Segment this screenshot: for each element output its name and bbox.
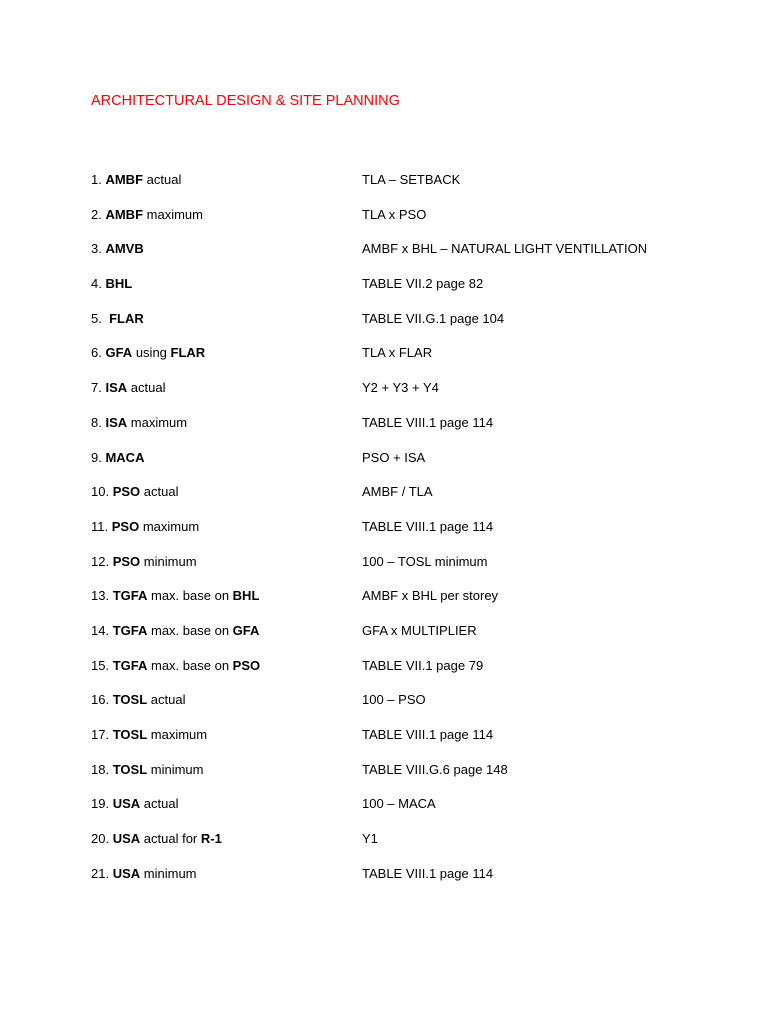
- term-code: AMVB: [105, 241, 144, 257]
- term-qualifier: maximum: [142, 518, 200, 534]
- term-qualifier: actual for: [143, 831, 198, 847]
- definition: 100 – PSO: [362, 692, 426, 708]
- definition: TABLE VIII.1 page 114: [362, 414, 494, 430]
- term-qualifier: maximum: [150, 727, 208, 742]
- definition: AMBF / TLA: [362, 484, 433, 500]
- term-code: BHL: [105, 276, 133, 292]
- item-number: 1.: [91, 172, 102, 187]
- item-number: 9.: [91, 449, 102, 465]
- definition: TLA – SETBACK: [362, 172, 461, 187]
- term-code: FLAR: [109, 310, 144, 326]
- term-qualifier: actual: [146, 172, 182, 187]
- term-qualifier: max. base on: [151, 588, 230, 604]
- list-item: [91, 275, 731, 310]
- item-number: 2.: [91, 206, 102, 222]
- term-code-secondary: PSO: [232, 657, 261, 673]
- term-code: USA: [112, 796, 141, 812]
- item-number: 16.: [91, 692, 110, 708]
- term-qualifier: maximum: [146, 206, 203, 222]
- term: [91, 240, 144, 257]
- definition: TABLE VII.2 page 82: [362, 276, 484, 292]
- term: [91, 622, 259, 639]
- term-qualifier: max. base on: [151, 657, 230, 673]
- list-item: [91, 171, 731, 206]
- term: [91, 414, 187, 431]
- term-code: ISA: [105, 414, 128, 430]
- term: [91, 726, 207, 743]
- definition: TLA x FLAR: [362, 345, 433, 361]
- item-number: 20.: [91, 831, 110, 847]
- item-number: 18.: [91, 761, 110, 777]
- term-code: TOSL: [112, 692, 148, 708]
- item-number: 14.: [91, 622, 110, 638]
- term: [91, 379, 165, 396]
- definition: TABLE VIII.1 page 114: [362, 727, 494, 742]
- list-item: [91, 553, 731, 588]
- definition: GFA x MULTIPLIER: [362, 622, 477, 638]
- list-item: [91, 449, 731, 484]
- term-code: TGFA: [112, 657, 148, 673]
- definition: PSO + ISA: [362, 449, 426, 465]
- term: [91, 206, 203, 223]
- definition-list: [91, 171, 731, 899]
- term: [91, 830, 222, 847]
- term-code-secondary: R-1: [200, 831, 222, 847]
- definition: AMBF x BHL – NATURAL LIGHT VENTILLATION: [362, 241, 648, 257]
- term-qualifier: minimum: [143, 553, 197, 569]
- term: [91, 553, 197, 570]
- term: [91, 310, 144, 327]
- term-code: TOSL: [112, 727, 148, 742]
- item-number: 12.: [91, 553, 110, 569]
- definition: TABLE VII.G.1 page 104: [362, 310, 505, 326]
- list-item: [91, 414, 731, 449]
- term: [91, 483, 179, 500]
- definition: TABLE VIII.G.6 page 148: [362, 761, 508, 777]
- term-code: MACA: [105, 449, 145, 465]
- term-qualifier: maximum: [130, 414, 188, 430]
- item-number: 10.: [91, 484, 110, 500]
- list-item: [91, 483, 731, 518]
- item-number: 7.: [91, 380, 102, 396]
- definition: Y1: [362, 831, 378, 847]
- term: [91, 344, 205, 361]
- term-code: USA: [112, 831, 141, 847]
- term: [91, 171, 181, 188]
- term-code-secondary: BHL: [232, 588, 260, 604]
- term-qualifier: actual: [143, 484, 179, 500]
- definition: TABLE VIII.1 page 114: [362, 518, 494, 534]
- definition: TABLE VIII.1 page 114: [362, 865, 494, 881]
- term-code: AMBF: [105, 172, 144, 187]
- item-number: 21.: [91, 865, 110, 881]
- item-number: 3.: [91, 241, 102, 257]
- term-code: ISA: [105, 380, 128, 396]
- item-number: 4.: [91, 276, 102, 292]
- list-item: [91, 310, 731, 345]
- term-code: TGFA: [112, 622, 148, 638]
- term: [91, 865, 197, 882]
- list-item: [91, 240, 731, 275]
- term-qualifier: actual: [143, 796, 179, 812]
- term-code: TGFA: [112, 588, 148, 604]
- term: [91, 761, 204, 778]
- list-item: [91, 830, 731, 865]
- definition: AMBF x BHL per storey: [362, 588, 499, 604]
- list-item: [91, 206, 731, 241]
- list-item: [91, 587, 731, 622]
- term: [91, 275, 132, 292]
- term-qualifier: using: [135, 345, 167, 361]
- list-item: [91, 865, 731, 900]
- list-item: [91, 657, 731, 692]
- item-number: 13.: [91, 588, 110, 604]
- term: [91, 449, 144, 466]
- list-item: [91, 344, 731, 379]
- definition: TLA x PSO: [362, 206, 427, 222]
- term-code: GFA: [105, 345, 133, 361]
- term-code: AMBF: [105, 206, 144, 222]
- list-item: [91, 795, 731, 830]
- list-item: [91, 726, 731, 761]
- definition: Y2 + Y3 + Y4: [362, 380, 439, 396]
- term-code: USA: [112, 865, 141, 881]
- term: [91, 657, 260, 674]
- item-number: 15.: [91, 657, 110, 673]
- term-qualifier: actual: [130, 380, 166, 396]
- term-qualifier: max. base on: [151, 622, 230, 638]
- term-qualifier: minimum: [150, 761, 204, 777]
- item-number: 17.: [91, 727, 110, 742]
- item-number: 6.: [91, 345, 102, 361]
- term-code-secondary: FLAR: [170, 345, 206, 361]
- definition: 100 – MACA: [362, 796, 436, 812]
- list-item: [91, 379, 731, 414]
- term: [91, 518, 199, 535]
- term-code: PSO: [112, 553, 141, 569]
- term: [91, 795, 178, 812]
- term-qualifier: actual: [150, 692, 186, 708]
- list-item: [91, 761, 731, 796]
- term-code: PSO: [112, 484, 141, 500]
- list-item: [91, 691, 731, 726]
- item-number: 19.: [91, 796, 110, 812]
- item-number: 8.: [91, 414, 102, 430]
- definition: 100 – TOSL minimum: [362, 553, 488, 569]
- term-code-secondary: GFA: [232, 622, 260, 638]
- term: [91, 587, 259, 604]
- list-item: [91, 518, 731, 553]
- item-number: 5.: [91, 310, 102, 326]
- term-code: TOSL: [112, 761, 148, 777]
- definition: TABLE VII.1 page 79: [362, 657, 484, 673]
- list-item: [91, 622, 731, 657]
- term: [91, 691, 185, 708]
- page-title: ARCHITECTURAL DESIGN & SITE PLANNING: [91, 93, 400, 109]
- term-code: PSO: [111, 518, 140, 534]
- term-qualifier: minimum: [143, 865, 197, 881]
- item-number: 11.: [91, 518, 109, 534]
